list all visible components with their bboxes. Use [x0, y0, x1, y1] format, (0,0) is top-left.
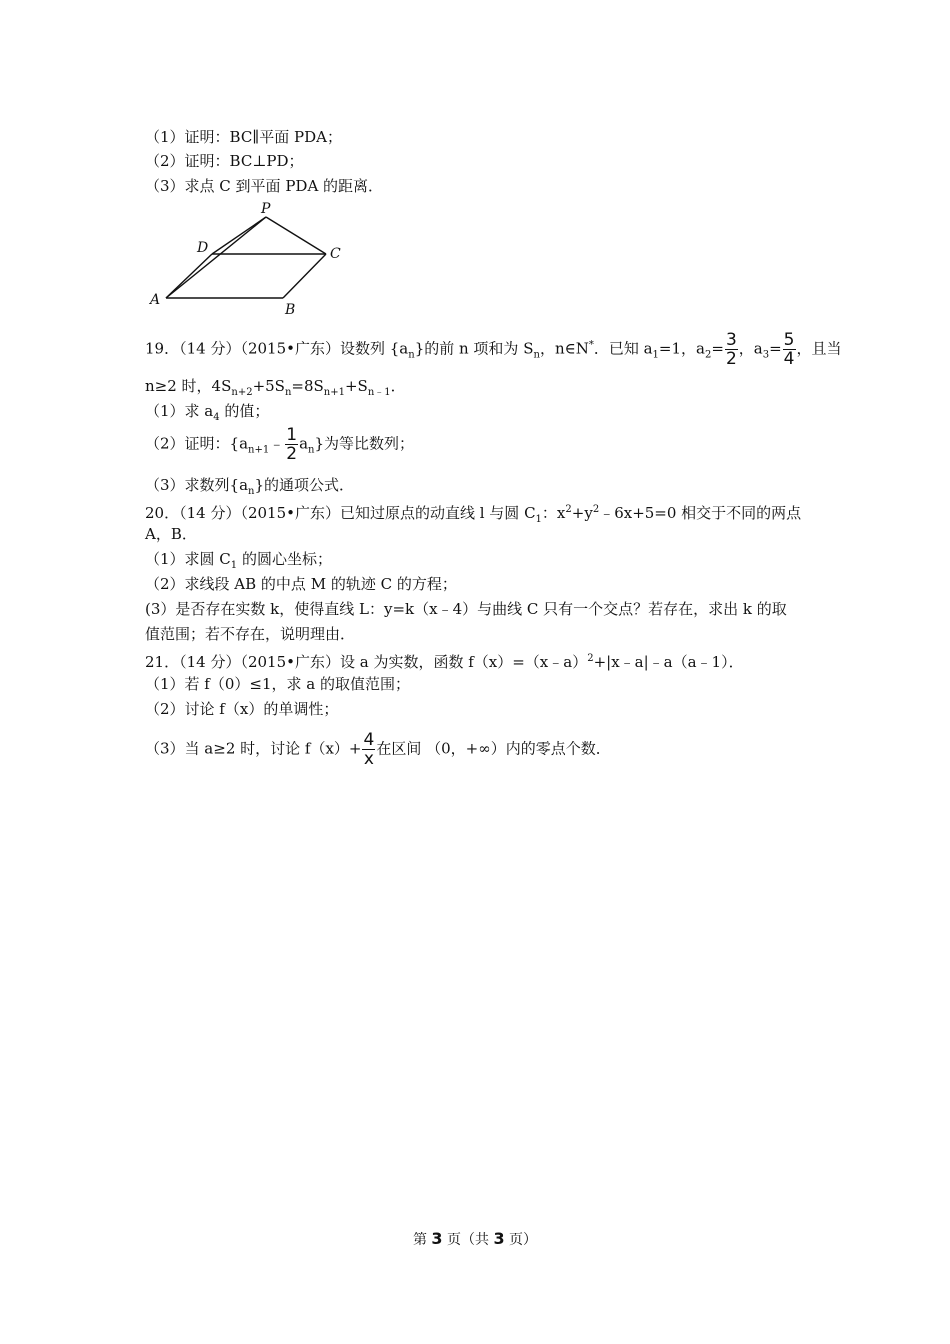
q20-part1: （1）求圆 $C_1$ 的圆心坐标； [145, 550, 332, 571]
edge-PA [166, 217, 266, 298]
label-C: C [330, 246, 341, 262]
q19-condition: n≥2 时，$4S_{n+2}+5S_n=8S_{n+1}+S_{n﹣1}$． [145, 377, 406, 398]
q21-part2: （2）讨论 f（x）的单调性； [145, 700, 339, 718]
q21-part1: （1）若 f（0）≤1，求 a 的取值范围； [145, 675, 410, 693]
q21-stem: 21．（14 分）（2015•广东）设 a 为实数，函数 f（x）=（x﹣a）$^2$+|x﹣a|﹣a（a﹣1）． [145, 653, 744, 671]
fraction-1-2: $\frac{1}{2}$ [286, 425, 298, 464]
label-B: B [285, 302, 296, 318]
page-footer: 第 3 页（共 3 页） [412, 1229, 538, 1248]
fraction-3-2: $\frac{3}{2}$ [725, 330, 737, 369]
q21-part3: （3）当 a≥2 时，讨论 f（x）+ $\frac{4}{x}$ 在区间 （0，+∞）内的零点个数． [145, 730, 611, 769]
q19-part1: （1）求 $a_4$ 的值； [145, 402, 270, 423]
fraction-5-4: $\frac{5}{4}$ [783, 330, 795, 369]
q20-part3-line1: (3）是否存在实数 k，使得直线 L：y=k（x﹣4）与曲线 C 只有一个交点？若存在，求出 k 的取 [145, 600, 787, 618]
page-total: 3 [493, 1229, 505, 1248]
edge-PD [212, 217, 266, 254]
q20-part3-line2: 值范围；若不存在，说明理由． [145, 625, 356, 643]
q18-part3: （3）求点 C 到平面 PDA 的距离． [145, 177, 384, 195]
label-P: P [261, 201, 271, 217]
q20-part2: （2）求线段 AB 的中点 M 的轨迹 C 的方程； [145, 575, 457, 593]
q20-stem: 20．（14 分）（2015•广东）已知过原点的动直线 l 与圆 $C_1$：$x^2+y^2﹣6x+5=0$ 相交于不同的两点 [145, 504, 802, 525]
edge-PC [266, 217, 326, 254]
q19-stem: 19．（14 分）（2015•广东）设数列 $\{a_n\}$的前 n 项和为 $S_n$，n∈N*．已知 $a_1=1$，$a_2=$ $\frac{3}{2}$ ，$a_3=$ $\frac{5}{4}$ ，且当 [145, 330, 842, 369]
page-number: 3 [431, 1229, 443, 1248]
fraction-4-x: $\frac{4}{x}$ [363, 730, 375, 769]
edge-AD [166, 254, 212, 298]
label-A: A [150, 292, 161, 308]
q19-part2: （2）证明：{$a_{n+1}﹣$ $\frac{1}{2}$ $a_n$}为等比数列； [145, 425, 415, 464]
edge-CB [283, 254, 326, 298]
pyramid-figure [140, 200, 350, 320]
q18-part1: （1）证明：BC∥平面 PDA； [145, 128, 342, 146]
q18-part2: （2）证明：BC⊥PD； [145, 152, 304, 170]
q20-stem-line2: A，B． [145, 525, 197, 543]
label-D: D [197, 240, 209, 256]
q19-part3: （3）求数列$\{a_n\}$的通项公式． [145, 476, 355, 497]
